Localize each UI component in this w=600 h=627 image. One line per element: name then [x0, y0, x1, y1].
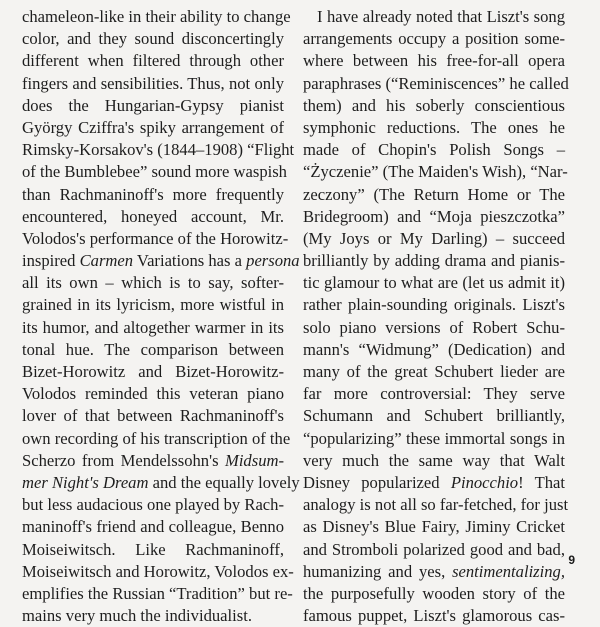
text-line: where between his free-for-all opera [303, 51, 565, 71]
text-line: Rimsky-Korsakov's (1844–1908) “Flight [22, 140, 295, 160]
text-line: György Cziffra's spiky arrangement of [22, 117, 284, 137]
text-line: very much the same way that Walt [303, 450, 565, 470]
text-line: far more controversial: They serve [303, 384, 565, 404]
text-line: Schumann and Schubert brilliantly, [303, 406, 565, 426]
text-line: “popularizing” these immortal songs in [303, 428, 565, 448]
text-line: Bizet-Horowitz and Bizet-Horowitz- [22, 362, 284, 381]
text-line: grained in its lyricism, more wistful in [22, 295, 284, 315]
text-line: rather plain-sounding originals. Liszt's [303, 295, 565, 315]
text-line: many of the great Schubert lieder are [303, 362, 565, 381]
text-line: famous puppet, Liszt's glamorous cas- [303, 606, 565, 626]
text-line: made of Chopin's Polish Songs – [303, 140, 565, 160]
text-line: paraphrases (“Reminiscences” he called [303, 73, 569, 93]
text-line: maninoff's friend and colleague, Benno [22, 517, 284, 537]
text-line: zeczony” (The Return Home or The [303, 184, 565, 204]
text-line: (My Joys or My Darling) – succeed [303, 228, 565, 248]
text-line: Volodos's performance of the Horowitz- [22, 228, 289, 248]
left-text-column [22, 6, 300, 627]
page-number: 9 [568, 553, 575, 567]
text-line: Moiseiwitsch. Like Rachmaninoff, [22, 539, 284, 559]
text-line: mer Night's Dream and the equally lovely [22, 472, 300, 492]
text-line: of the Bumblebee” sound more waspish [22, 162, 287, 182]
text-line: encountered, honeyed account, Mr. [22, 206, 284, 226]
text-line: emplifies the Russian “Tradition” but re- [22, 583, 293, 603]
text-line: Volodos reminded this veteran piano [22, 384, 284, 404]
text-line: and Stromboli polarized good and bad, [303, 539, 565, 559]
text-line: all its own – which is to say, softer- [22, 273, 284, 293]
text-line: I have already noted that Liszt's song [317, 7, 565, 26]
text-line: brilliantly by adding drama and pianis- [303, 251, 565, 271]
text-line: as Disney's Blue Fairy, Jiminy Cricket [303, 517, 565, 537]
text-line: does the Hungarian-Gypsy pianist [22, 95, 284, 115]
text-line: symphonic reductions. The ones he [303, 117, 565, 137]
text-line: mann's “Widmung” (Dedication) and [303, 339, 565, 359]
text-line: Disney popularized Pinocchio! That [303, 472, 565, 492]
text-line: lover of that between Rachmaninoff's [22, 406, 284, 426]
text-line: fingers and sensibilities. Thus, not only [22, 73, 284, 93]
text-line: arrangements occupy a position some- [303, 29, 565, 49]
text-line: “Życzenie” (The Maiden's Wish), “Nar- [303, 162, 568, 182]
text-line: tic glamour to what are (let us admit it) [303, 273, 565, 293]
text-line: than Rachmaninoff's more frequently [22, 184, 284, 204]
text-line: its humor, and altogether warmer in its [22, 317, 284, 337]
text-line: own recording of his transcription of the [22, 428, 291, 448]
text-line: chameleon-like in their ability to change [22, 7, 291, 26]
text-line: Bridegroom) and “Moja pieszczotka” [303, 206, 565, 226]
text-line: solo piano versions of Robert Schu- [303, 317, 565, 337]
right-text-column [303, 6, 569, 627]
text-line: but less audacious one played by Rach- [22, 495, 284, 515]
text-line: them) and his soberly conscientious [303, 95, 565, 115]
text-line: humanizing and yes, sentimentalizing, [303, 561, 565, 581]
text-line: Moiseiwitsch and Horowitz, Volodos ex- [22, 561, 294, 581]
text-line: Scherzo from Mendelssohn's Midsum- [22, 450, 284, 470]
text-line: analogy is not all so far-fetched, for just [303, 495, 569, 515]
text-line: inspired Carmen Variations has a persona [22, 251, 300, 271]
text-line: tonal hue. The comparison between [22, 339, 284, 359]
text-line: color, and they sound disconcertingly [22, 29, 284, 49]
text-line: the purposefully wooden story of the [303, 583, 565, 603]
text-line: different when filtered through other [22, 51, 284, 71]
text-line: mains very much the individualist. [22, 606, 252, 626]
